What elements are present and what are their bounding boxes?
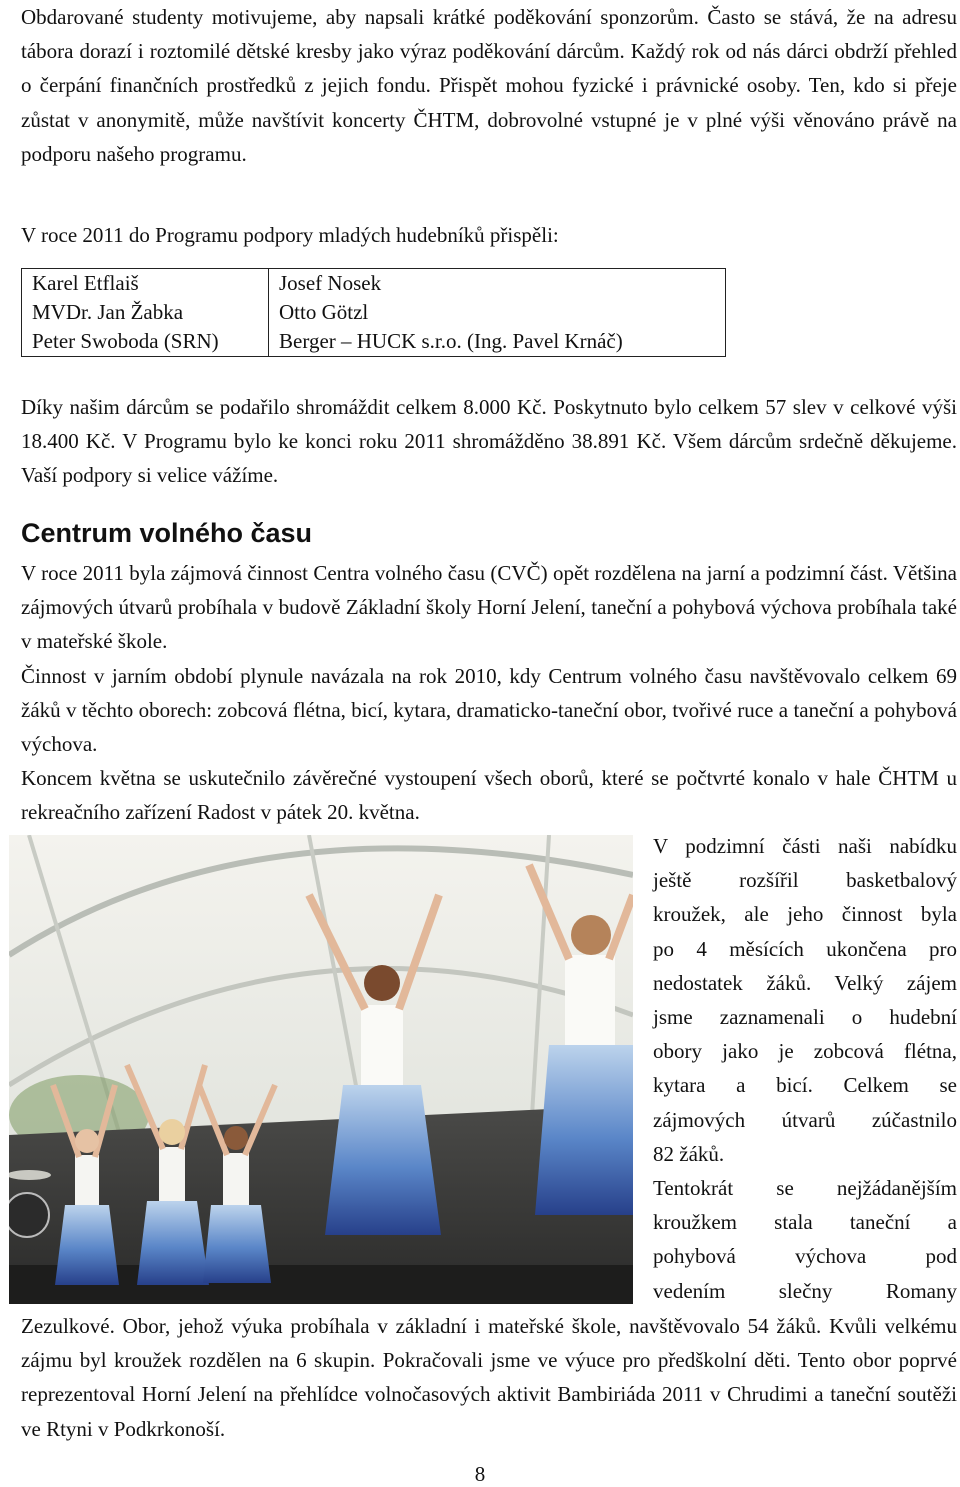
table-row — [22, 269, 726, 299]
final-performance-paragraph: Koncem května se uskutečnilo závěrečné vystoupení všech oborů, které se počtvrté konalo v hale ČHTM u rekreačního zařízení Radost v pátek 20. května. — [21, 766, 957, 825]
side-text-line: kroužek, ale jeho činnost byla — [653, 902, 957, 927]
side-text-line: nedostatek žáků. Velký zájem — [653, 970, 957, 995]
table-row — [22, 298, 726, 327]
donor-cell: MVDr. Jan Žabka — [22, 298, 269, 327]
side-text-line: ještě rozšířil basketbalový — [653, 868, 957, 893]
spring-activities-paragraph: Činnost v jarním období plynule navázala na rok 2010, kdy Centrum volného času navštěvovalo celkem 69 žáků v těchto oborech: zobcová flétna, bicí, kytara, dramaticko-taneční obor, tvořivé ruce a taneční a pohybová výchova. — [21, 664, 957, 757]
side-column-text — [653, 829, 957, 1308]
section-title: Centrum volného času — [21, 518, 313, 548]
cvc-intro-paragraph: V roce 2011 byla zájmová činnost Centra volného času (CVČ) opět rozdělena na jarní a podzimní část. Většina zájmových útvarů probíhala v budově Základní školy Horní Jelení, taneční a pohybová výchova probíhala také v mateřské škole. — [21, 561, 957, 654]
side-text-line: vedením slečny Romany — [653, 1278, 957, 1303]
dance-performance-photo — [9, 835, 633, 1304]
donor-cell: Peter Swoboda (SRN) — [22, 327, 269, 357]
side-text-line: po 4 měsících ukončena pro — [653, 936, 957, 961]
donor-cell: Berger – HUCK s.r.o. (Ing. Pavel Krnáč) — [279, 329, 623, 353]
side-text-line: kroužkem stala taneční a — [653, 1210, 957, 1235]
side-text-line: obory jako je zobcová flétna, — [653, 1039, 957, 1064]
side-text-line: pohybová výchova pod — [653, 1244, 957, 1269]
donor-cell: Josef Nosek — [279, 271, 382, 295]
page-number: 8 — [474, 1462, 486, 1486]
donor-cell: Karel Etflaiš — [22, 269, 269, 299]
side-text-line: 82 žáků. — [653, 1141, 725, 1166]
side-text-line: kytara a bicí. Celkem se — [653, 1073, 957, 1098]
dance-course-paragraph: Zezulkové. Obor, jehož výuka probíhala v základní i mateřské škole, navštěvovalo 54 žáků. Kvůli velkému zájmu byl kroužek rozdělen na 6 skupin. Pokračovali jsme ve výuce pro předškolní děti. Tento obor poprvé reprezentoval Horní Jelení na přehlídce volnočasových aktivit Bambiriáda 2011 v Chrudimi a taneční soutěži ve Rtyni v Podkrkonoší. — [21, 1314, 957, 1441]
donors-table — [21, 268, 726, 357]
table-row — [22, 327, 726, 357]
donors-intro: V roce 2011 do Programu podpory mladých hudebníků přispěli: — [21, 223, 559, 247]
side-text-line: jsme zaznamenali o hudební — [653, 1005, 957, 1030]
side-text-line: Tentokrát se nejžádanějším — [653, 1176, 957, 1201]
side-text-line: V podzimní části naši nabídku — [653, 834, 957, 858]
side-text-line: zájmových útvarů zúčastnilo — [653, 1107, 957, 1132]
sponsors-paragraph: Obdarované studenty motivujeme, aby napsali krátké poděkování sponzorům. Často se stává, že na adresu tábora dorazí i roztomilé dětské kresby jako výraz poděkování dárcům. Každý rok od nás dárci obdrží přehled o čerpání finančních prostředků z jejich fondu. Přispět mohou fyzické i právnické osoby. Ten, kdo si přeje zůstat v anonymitě, může navštívit koncerty ČHTM, dobrovolné vstupné je v plné výši věnováno právě na podporu našeho programu. — [21, 5, 957, 166]
donor-cell: Otto Götzl — [279, 300, 369, 324]
donations-summary: Díky našim dárcům se podařilo shromáždit celkem 8.000 Kč. Poskytnuto bylo celkem 57 slev v celkové výši 18.400 Kč. V Programu bylo ke konci roku 2011 shromážděno 38.891 Kč. Všem dárcům srdečně děkujeme. Vaší podpory si velice vážíme. — [21, 395, 957, 488]
